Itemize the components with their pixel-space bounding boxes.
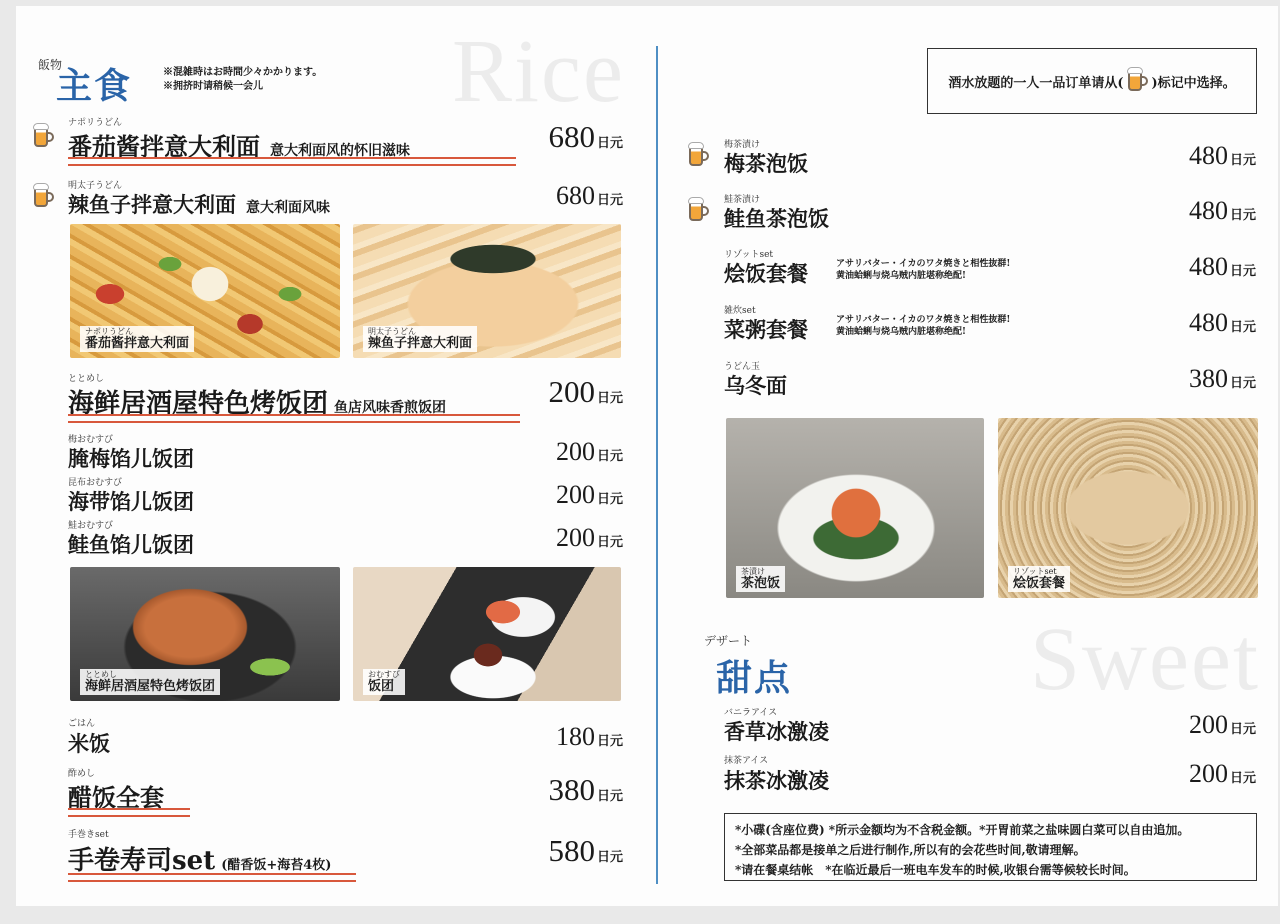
dessert-title: 甜点 xyxy=(716,657,793,699)
photo-totomeshi xyxy=(70,567,340,701)
item-price: 480 日元 xyxy=(1188,308,1256,337)
item-jp-name: ととめし xyxy=(68,374,105,384)
menu-item-konbu[interactable]: 海带馅儿饭团 xyxy=(68,489,194,514)
item-price: 480 日元 xyxy=(1188,252,1256,281)
item-price: 680 日元 xyxy=(548,119,623,154)
menu-item-sumeshi[interactable]: 醋饭全套 xyxy=(68,783,164,812)
item-desc: 鱼店风味香煎饭团 xyxy=(334,400,447,416)
photo-caption: おむすび 饭团 xyxy=(363,669,405,695)
beer-mug-icon xyxy=(34,181,54,209)
item-jp-name: バニラアイス xyxy=(724,708,778,718)
item-jp-name: 抹茶アイス xyxy=(724,756,769,766)
item-jp-name: 雑炊set xyxy=(724,306,756,316)
menu-item-vanilla[interactable]: 香草冰激凌 xyxy=(724,719,829,744)
item-note: アサリバター・イカのワタ焼きと相性抜群! 黄油蛤蜊与烧乌贼内脏堪称绝配! xyxy=(836,315,1011,337)
photo-caption: 茶漬け 茶泡饭 xyxy=(736,566,785,592)
item-jp-name: 鮭茶漬け xyxy=(724,195,761,205)
item-name: 辣鱼子拌意大利面 xyxy=(68,192,236,217)
item-desc: (醋香饭+海苔4枚) xyxy=(221,858,332,873)
menu-item-ume[interactable]: 腌梅馅儿饭团 xyxy=(68,446,194,471)
menu-item-matcha[interactable]: 抹茶冰激凌 xyxy=(724,768,829,793)
item-price: 200 日元 xyxy=(1188,710,1256,739)
photo-napolitan xyxy=(70,224,340,358)
item-price: 200 日元 xyxy=(555,437,623,466)
footer-notes xyxy=(724,813,1257,881)
item-jp-name: ごはん xyxy=(68,719,96,729)
item-note: アサリバター・イカのワタ焼きと相性抜群! 黄油蛤蜊与烧乌贼内脏堪称绝配! xyxy=(836,259,1011,281)
section-notes xyxy=(163,66,322,94)
menu-item-gohan[interactable]: 米饭 xyxy=(68,731,110,756)
menu-item-temaki[interactable] xyxy=(68,840,331,877)
item-jp-name: 手巻きset xyxy=(68,830,109,840)
photo-caption: リゾットset 烩饭套餐 xyxy=(1008,566,1070,592)
item-price: 480 日元 xyxy=(1188,141,1256,170)
menu-item-risotto[interactable]: 烩饭套餐 xyxy=(724,261,808,286)
menu-item-sakechazuke[interactable]: 鲑鱼茶泡饭 xyxy=(724,206,829,231)
photo-caption: ナポリうどん 番茄酱拌意大利面 xyxy=(80,326,194,352)
note-line: ※拥挤时请稍候一会儿 xyxy=(163,81,263,92)
dessert-kicker: デザート xyxy=(704,634,753,648)
footer-line: *小碟(含座位费) *所示金额均为不含税金额。*开胃前菜之盐味圆白菜可以自由追加。 xyxy=(735,823,1190,837)
photo-caption: 明太子うどん 辣鱼子拌意大利面 xyxy=(363,326,477,352)
item-jp-name: 梅茶漬け xyxy=(724,140,761,150)
photo-onigiri xyxy=(353,567,621,701)
item-name: 手卷寿司set xyxy=(68,846,216,876)
red-underline xyxy=(68,873,356,882)
item-jp-name: 酢めし xyxy=(68,769,96,779)
item-price: 200 日元 xyxy=(548,374,623,409)
item-jp-name: リゾットset xyxy=(724,250,774,260)
item-jp-name: 明太子うどん xyxy=(68,181,123,191)
ghost-title-rice: Rice xyxy=(452,22,625,121)
item-price: 200 日元 xyxy=(1188,759,1256,788)
item-price: 480 日元 xyxy=(1188,196,1256,225)
menu-item-udon[interactable]: 乌冬面 xyxy=(724,373,787,398)
item-jp-name: うどん玉 xyxy=(724,362,761,372)
red-underline xyxy=(68,157,516,166)
item-price: 180 日元 xyxy=(555,722,623,751)
beer-mug-icon xyxy=(34,121,54,149)
item-jp-name: 昆布おむすび xyxy=(68,478,123,488)
beer-mug-icon xyxy=(689,195,709,223)
menu-item-mentaiko[interactable] xyxy=(68,189,330,219)
item-name: 海鲜居酒屋特色烤饭团 xyxy=(68,389,329,419)
item-price: 380 日元 xyxy=(548,772,623,807)
item-price: 200 日元 xyxy=(555,523,623,552)
item-desc: 意大利面风味 xyxy=(246,200,330,216)
menu-item-umechazuke[interactable]: 梅茶泡饭 xyxy=(724,151,808,176)
item-name: 番茄酱拌意大利面 xyxy=(68,132,260,161)
beer-mug-icon xyxy=(689,140,709,168)
item-jp-name: 梅おむすび xyxy=(68,435,114,445)
item-jp-name: ナポリうどん xyxy=(68,118,123,128)
footer-line: *请在餐桌结帐 *在临近最后一班电车发车的时候,收银台需等候较长时间。 xyxy=(735,863,1136,877)
item-desc: 意大利面风的怀旧滋味 xyxy=(270,143,410,159)
ghost-title-sweet: Sweet xyxy=(1030,610,1260,709)
menu-item-sake[interactable]: 鲑鱼馅儿饭团 xyxy=(68,532,194,557)
menu-item-zousui[interactable]: 菜粥套餐 xyxy=(724,317,808,342)
page-divider xyxy=(656,46,658,884)
photo-mentaiko xyxy=(353,224,621,358)
item-price: 680 日元 xyxy=(555,181,623,210)
item-jp-name: 鮭おむすび xyxy=(68,521,114,531)
note-line: ※混雑時はお時間少々かかります。 xyxy=(163,67,323,78)
photo-risotto xyxy=(998,418,1258,598)
section-kicker: 飯物 xyxy=(38,58,63,72)
item-price: 380 日元 xyxy=(1188,364,1256,393)
item-price: 200 日元 xyxy=(555,480,623,509)
photo-chazuke xyxy=(726,418,984,598)
red-underline xyxy=(68,808,190,817)
section-title: 主食 xyxy=(56,65,133,107)
footer-line: *全部菜品都是接单之后进行制作,所以有的会花些时间,敬请理解。 xyxy=(735,843,1086,857)
beer-mug-icon xyxy=(1128,65,1148,93)
free-drink-notice: 酒水放题的一人一品订单请从( )标记中选择。 xyxy=(927,48,1257,114)
photo-caption: ととめし 海鲜居酒屋特色烤饭团 xyxy=(80,669,220,695)
red-underline xyxy=(68,414,520,423)
item-price: 580 日元 xyxy=(548,833,623,868)
